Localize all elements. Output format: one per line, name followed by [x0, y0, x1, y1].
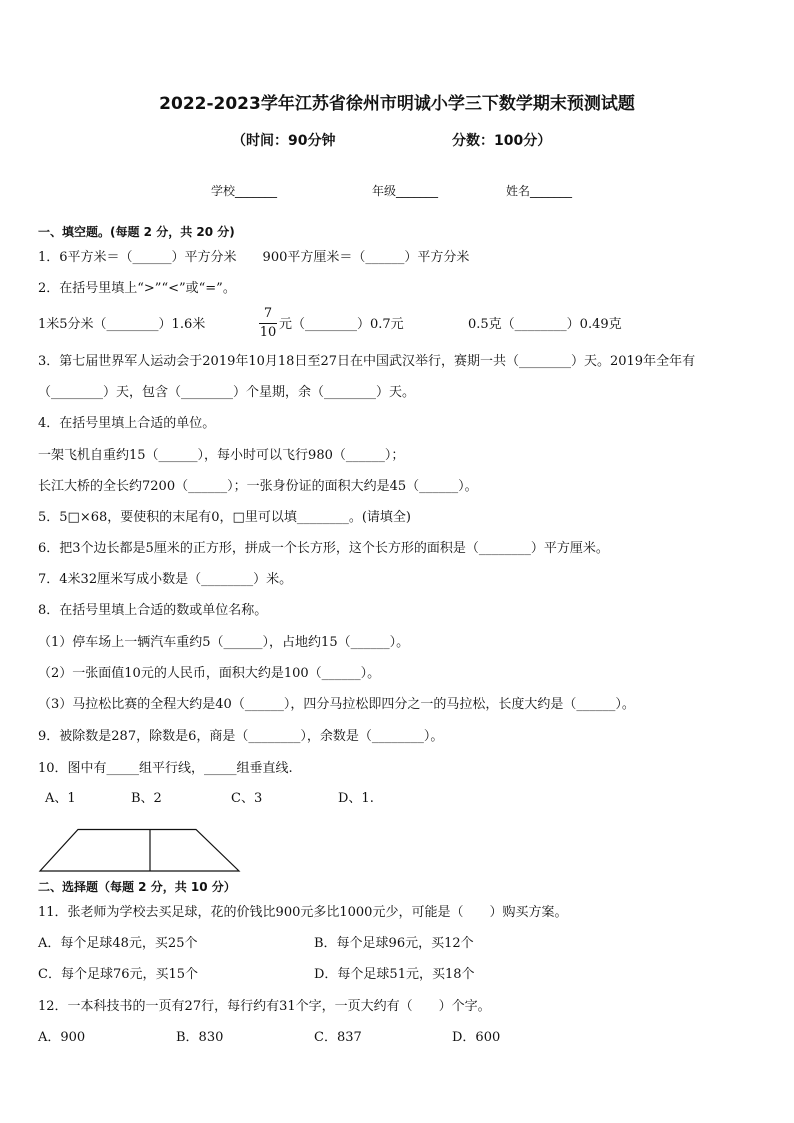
question-4: 4．在括号里填上合适的单位。 [38, 416, 216, 431]
question-2: 2．在括号里填上“>”“<”或“=”。 [38, 281, 236, 296]
q10-option-a: A、1 [45, 791, 76, 806]
page-title: 2022-2023学年江苏省徐州市明诚小学三下数学期末预测试题 [159, 94, 635, 114]
q12-option-b: B．830 [176, 1030, 224, 1045]
q12-option-c: C．837 [314, 1030, 362, 1045]
score-info: 分数：100分） [452, 133, 552, 149]
q2-item-a: 1米5分米（________）1.6米 [38, 317, 206, 332]
trapezoid-figure [38, 828, 242, 874]
section1-heading: 一、填空题。(每题 2 分，共 20 分) [38, 225, 235, 239]
q11-option-a: A．每个足球48元，买25个 [38, 936, 198, 951]
question-7: 7．4米32厘米写成小数是（________）米。 [38, 572, 293, 587]
q2-item-b: 元（________）0.7元 [279, 317, 404, 332]
question-5: 5．5□×68，要使积的末尾有0，□里可以填________。(请填全) [38, 510, 411, 525]
question-3-line1: 3．第七届世界军人运动会于2019年10月18日至27日在中国武汉举行，赛期一共（________）天。2019年全年有 [38, 354, 696, 369]
time-info: （时间：90分钟 [232, 133, 336, 149]
q10-option-c: C、3 [231, 791, 263, 806]
question-3-line2: （________）天，包含（________）个星期，余（________）天。 [38, 385, 416, 400]
q8-part3: （3）马拉松比赛的全程大约是40（______），四分马拉松即四分之一的马拉松，长度大约是（______）。 [38, 697, 635, 712]
q4-line2: 长江大桥的全长约7200（______）；一张身份证的面积大约是45（______）。 [38, 479, 478, 494]
fraction-7-10 [259, 306, 277, 341]
question-6: 6．把3个边长都是5厘米的正方形，拼成一个长方形，这个长方形的面积是（________）平方厘米。 [38, 541, 609, 556]
grade-field: 年级_______ [372, 184, 439, 198]
q8-part1: （1）停车场上一辆汽车重约5（______），占地约15（______）。 [38, 635, 410, 650]
question-8: 8．在括号里填上合适的数或单位名称。 [38, 603, 268, 618]
q2-item-c: 0.5克（________）0.49克 [468, 317, 622, 332]
name-field: 姓名_______ [506, 184, 573, 198]
fraction-bar [259, 323, 277, 324]
section2-heading: 二、选择题（每题 2 分，共 10 分） [38, 880, 236, 894]
q4-line1: 一架飞机自重约15（______），每小时可以飞行980（______）； [38, 448, 405, 463]
q12-option-d: D．600 [452, 1030, 501, 1045]
fraction-numerator: 7 [263, 306, 273, 321]
question-12: 12．一本科技书的一页有27行，每行约有31个字，一页大约有（ ）个字。 [38, 999, 491, 1014]
q11-option-d: D．每个足球51元，买18个 [314, 967, 475, 982]
question-11: 11．张老师为学校去买足球，花的价钱比900元多比1000元少，可能是（ ）购买方案。 [38, 905, 568, 920]
q11-option-b: B．每个足球96元，买12个 [314, 936, 474, 951]
school-field: 学校_______ [211, 184, 278, 198]
question-9: 9．被除数是287，除数是6，商是（________），余数是（________）。 [38, 729, 444, 744]
question-1: 1．6平方米＝（______）平方分米 900平方厘米＝（______）平方分米 [38, 250, 470, 265]
q12-option-a: A．900 [38, 1030, 86, 1045]
q11-option-c: C．每个足球76元，买15个 [38, 967, 199, 982]
q10-option-d: D、1. [338, 791, 374, 806]
fraction-denominator: 10 [259, 325, 277, 340]
q8-part2: （2）一张面值10元的人民币，面积大约是100（______）。 [38, 666, 381, 681]
q10-option-b: B、2 [131, 791, 162, 806]
question-10: 10．图中有_____组平行线，_____组垂直线. [38, 761, 293, 776]
